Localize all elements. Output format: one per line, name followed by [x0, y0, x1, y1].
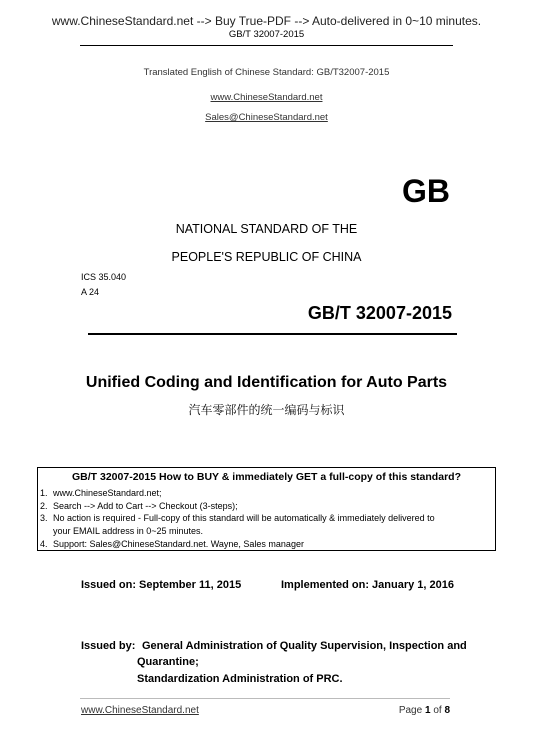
site-link-row	[0, 87, 533, 105]
footer-site-link[interactable]: www.ChineseStandard.net	[81, 705, 199, 716]
step-number: 4.	[40, 538, 48, 549]
buy-steps-list	[38, 487, 495, 551]
standard-number-rule	[88, 333, 457, 335]
step-text: No action is required - Full-copy of this standard will be automatically & immediately delivered to	[53, 513, 435, 524]
implemented-on-date: Implemented on: January 1, 2016	[281, 579, 455, 591]
list-item	[38, 512, 495, 537]
issued-by-label: Issued by:	[81, 640, 136, 652]
gb-logo: GB	[402, 173, 450, 209]
site-link[interactable]: www.ChineseStandard.net	[210, 92, 323, 103]
step-text: Support: Sales@ChineseStandard.net. Wayne, Sales manager	[53, 538, 304, 549]
standard-number: GB/T 32007-2015	[307, 303, 452, 323]
step-text-continued: your EMAIL address in 0~25 minutes.	[53, 526, 203, 537]
step-text: Search --> Add to Cart --> Checkout (3-steps);	[53, 500, 238, 511]
issued-on-date: Issued on: September 11, 2015	[81, 579, 242, 591]
title-english: Unified Coding and Identification for Auto Parts	[85, 374, 448, 391]
page-total: 8	[444, 705, 450, 716]
header-standard-code: GB/T 32007-2015	[228, 29, 305, 40]
page-of: of	[433, 705, 442, 716]
issuer-line3: Standardization Administration of PRC.	[137, 673, 343, 685]
classification-code: A 24	[81, 287, 100, 297]
ics-code: ICS 35.040	[81, 272, 127, 282]
buy-heading: GB/T 32007-2015 How to BUY & immediately GET a full-copy of this standard?	[72, 471, 461, 483]
page-indicator	[399, 705, 450, 716]
national-standard-line2: PEOPLE'S REPUBLIC OF CHINA	[171, 250, 362, 264]
header-banner[interactable]: www.ChineseStandard.net --> Buy True-PDF --> Auto-delivered in 0~10 minutes.	[51, 14, 482, 28]
step-number: 2.	[40, 500, 48, 511]
step-number: 1.	[40, 488, 48, 498]
translated-line: Translated English of Chinese Standard: GB/T32007-2015	[143, 67, 390, 78]
buy-instructions-box	[37, 467, 496, 551]
step-number: 3.	[40, 513, 48, 524]
issuer-line2: Quarantine;	[137, 656, 199, 668]
header-divider	[80, 45, 453, 46]
list-item	[38, 500, 495, 513]
page-prefix: Page	[398, 705, 423, 716]
issuer-line1: General Administration of Quality Supervision, Inspection and	[142, 640, 467, 652]
step-text[interactable]: www.ChineseStandard.net;	[53, 488, 162, 498]
list-item	[38, 487, 495, 500]
footer-divider	[80, 698, 450, 699]
email-link[interactable]: Sales@ChineseStandard.net	[205, 112, 328, 123]
list-item	[38, 538, 495, 551]
page-current: 1	[424, 705, 431, 716]
title-chinese: 汽车零部件的统一编码与标识	[188, 403, 345, 417]
email-link-row	[0, 107, 533, 125]
national-standard-line1: NATIONAL STANDARD OF THE	[175, 222, 358, 236]
